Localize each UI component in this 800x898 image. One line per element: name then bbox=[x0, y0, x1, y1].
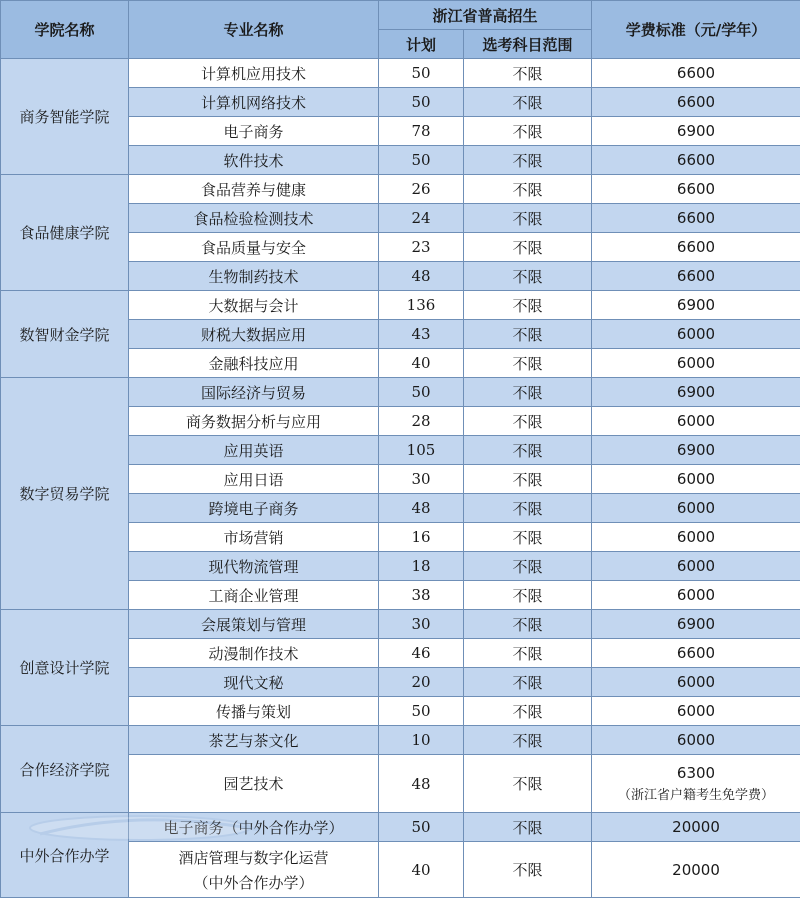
table-row bbox=[1, 378, 800, 407]
subjects-cell: 不限 bbox=[464, 842, 592, 898]
subjects-cell: 不限 bbox=[464, 262, 592, 291]
fee-cell: 6000 bbox=[592, 349, 800, 378]
subjects-cell: 不限 bbox=[464, 697, 592, 726]
table-row bbox=[1, 813, 800, 842]
subjects-cell: 不限 bbox=[464, 291, 592, 320]
college-cell: 创意设计学院 bbox=[1, 610, 129, 726]
major-cell: 软件技术 bbox=[129, 146, 379, 175]
fee-cell: 6600 bbox=[592, 59, 800, 88]
major-cell: 计算机应用技术 bbox=[129, 59, 379, 88]
subjects-cell: 不限 bbox=[464, 175, 592, 204]
header-zhejiang-group: 浙江省普高招生 bbox=[379, 1, 592, 30]
subjects-cell: 不限 bbox=[464, 436, 592, 465]
header-college: 学院名称 bbox=[1, 1, 129, 59]
major-cell: 计算机网络技术 bbox=[129, 88, 379, 117]
subjects-cell: 不限 bbox=[464, 59, 592, 88]
fee-cell: 6600 bbox=[592, 175, 800, 204]
fee-cell: 6900 bbox=[592, 117, 800, 146]
plan-cell: 48 bbox=[379, 755, 464, 813]
table-row bbox=[1, 726, 800, 755]
table-row bbox=[1, 175, 800, 204]
major-cell: 工商企业管理 bbox=[129, 581, 379, 610]
plan-cell: 28 bbox=[379, 407, 464, 436]
fee-cell: 20000 bbox=[592, 813, 800, 842]
header-subjects: 选考科目范围 bbox=[464, 30, 592, 59]
major-cell: 会展策划与管理 bbox=[129, 610, 379, 639]
subjects-cell: 不限 bbox=[464, 523, 592, 552]
subjects-cell: 不限 bbox=[464, 407, 592, 436]
college-cell: 食品健康学院 bbox=[1, 175, 129, 291]
subjects-cell: 不限 bbox=[464, 610, 592, 639]
major-cell: 食品检验检测技术 bbox=[129, 204, 379, 233]
fee-cell: 6900 bbox=[592, 291, 800, 320]
major-cell: 食品营养与健康 bbox=[129, 175, 379, 204]
plan-cell: 38 bbox=[379, 581, 464, 610]
fee-cell: 6000 bbox=[592, 726, 800, 755]
table-row bbox=[1, 59, 800, 88]
fee-cell: 6000 bbox=[592, 494, 800, 523]
plan-cell: 50 bbox=[379, 88, 464, 117]
plan-cell: 50 bbox=[379, 697, 464, 726]
major-cell: 金融科技应用 bbox=[129, 349, 379, 378]
subjects-cell: 不限 bbox=[464, 755, 592, 813]
table-row bbox=[1, 610, 800, 639]
fee-cell: 6900 bbox=[592, 378, 800, 407]
major-cell: 市场营销 bbox=[129, 523, 379, 552]
plan-cell: 50 bbox=[379, 59, 464, 88]
fee-cell: 6600 bbox=[592, 233, 800, 262]
college-cell: 合作经济学院 bbox=[1, 726, 129, 813]
major-cell: 园艺技术 bbox=[129, 755, 379, 813]
major-cell: 财税大数据应用 bbox=[129, 320, 379, 349]
fee-cell: 6000 bbox=[592, 523, 800, 552]
table-row bbox=[1, 291, 800, 320]
major-cell: 跨境电子商务 bbox=[129, 494, 379, 523]
subjects-cell: 不限 bbox=[464, 204, 592, 233]
subjects-cell: 不限 bbox=[464, 378, 592, 407]
fee-value: 6300 bbox=[677, 764, 715, 782]
major-cell: 茶艺与茶文化 bbox=[129, 726, 379, 755]
plan-cell: 50 bbox=[379, 146, 464, 175]
subjects-cell: 不限 bbox=[464, 668, 592, 697]
fee-cell: 6900 bbox=[592, 610, 800, 639]
college-cell: 中外合作办学 bbox=[1, 813, 129, 898]
subjects-cell: 不限 bbox=[464, 494, 592, 523]
fee-cell: 6000 bbox=[592, 465, 800, 494]
header-plan: 计划 bbox=[379, 30, 464, 59]
fee-cell: 6000 bbox=[592, 697, 800, 726]
subjects-cell: 不限 bbox=[464, 465, 592, 494]
plan-cell: 136 bbox=[379, 291, 464, 320]
fee-cell: 6000 bbox=[592, 668, 800, 697]
subjects-cell: 不限 bbox=[464, 320, 592, 349]
plan-cell: 18 bbox=[379, 552, 464, 581]
header-major: 专业名称 bbox=[129, 1, 379, 59]
major-cell: 应用英语 bbox=[129, 436, 379, 465]
fee-cell: 6600 bbox=[592, 262, 800, 291]
major-cell: 传播与策划 bbox=[129, 697, 379, 726]
plan-cell: 24 bbox=[379, 204, 464, 233]
subjects-cell: 不限 bbox=[464, 813, 592, 842]
subjects-cell: 不限 bbox=[464, 233, 592, 262]
major-cell: 现代文秘 bbox=[129, 668, 379, 697]
plan-cell: 16 bbox=[379, 523, 464, 552]
fee-cell: 6000 bbox=[592, 581, 800, 610]
fee-cell: 6600 bbox=[592, 88, 800, 117]
fee-cell: 6600 bbox=[592, 204, 800, 233]
plan-cell: 78 bbox=[379, 117, 464, 146]
college-cell: 商务智能学院 bbox=[1, 59, 129, 175]
plan-cell: 105 bbox=[379, 436, 464, 465]
fee-cell: 6600 bbox=[592, 146, 800, 175]
fee-cell: 6000 bbox=[592, 407, 800, 436]
plan-cell: 20 bbox=[379, 668, 464, 697]
fee-cell: 6000 bbox=[592, 552, 800, 581]
plan-cell: 46 bbox=[379, 639, 464, 668]
major-cell: 大数据与会计 bbox=[129, 291, 379, 320]
subjects-cell: 不限 bbox=[464, 117, 592, 146]
major-cell: 应用日语 bbox=[129, 465, 379, 494]
fee-note: （浙江省户籍考生免学费） bbox=[592, 784, 800, 803]
major-cell: 动漫制作技术 bbox=[129, 639, 379, 668]
subjects-cell: 不限 bbox=[464, 581, 592, 610]
subjects-cell: 不限 bbox=[464, 552, 592, 581]
major-cell: 食品质量与安全 bbox=[129, 233, 379, 262]
subjects-cell: 不限 bbox=[464, 146, 592, 175]
subjects-cell: 不限 bbox=[464, 726, 592, 755]
plan-cell: 50 bbox=[379, 378, 464, 407]
plan-cell: 23 bbox=[379, 233, 464, 262]
college-cell: 数智财金学院 bbox=[1, 291, 129, 378]
subjects-cell: 不限 bbox=[464, 88, 592, 117]
fee-cell: 6000 bbox=[592, 320, 800, 349]
fee-cell: 6600 bbox=[592, 639, 800, 668]
plan-cell: 30 bbox=[379, 465, 464, 494]
subjects-cell: 不限 bbox=[464, 349, 592, 378]
major-cell: 电子商务 bbox=[129, 117, 379, 146]
major-cell: 国际经济与贸易 bbox=[129, 378, 379, 407]
major-cell bbox=[129, 842, 379, 898]
plan-cell: 30 bbox=[379, 610, 464, 639]
plan-cell: 10 bbox=[379, 726, 464, 755]
plan-cell: 40 bbox=[379, 349, 464, 378]
plan-cell: 26 bbox=[379, 175, 464, 204]
college-cell: 数字贸易学院 bbox=[1, 378, 129, 610]
major-cell: 商务数据分析与应用 bbox=[129, 407, 379, 436]
plan-cell: 48 bbox=[379, 262, 464, 291]
major-cell: 电子商务（中外合作办学） bbox=[129, 813, 379, 842]
header-fee: 学费标准（元/学年） bbox=[592, 1, 800, 59]
major-cell: 现代物流管理 bbox=[129, 552, 379, 581]
plan-cell: 48 bbox=[379, 494, 464, 523]
plan-cell: 43 bbox=[379, 320, 464, 349]
fee-cell: 6900 bbox=[592, 436, 800, 465]
fee-cell: 20000 bbox=[592, 842, 800, 898]
plan-cell: 40 bbox=[379, 842, 464, 898]
major-name: 酒店管理与数字化运营 bbox=[178, 849, 328, 867]
fee-cell bbox=[592, 755, 800, 813]
major-note: （中外合作办学） bbox=[129, 872, 378, 893]
plan-cell: 50 bbox=[379, 813, 464, 842]
major-cell: 生物制药技术 bbox=[129, 262, 379, 291]
subjects-cell: 不限 bbox=[464, 639, 592, 668]
